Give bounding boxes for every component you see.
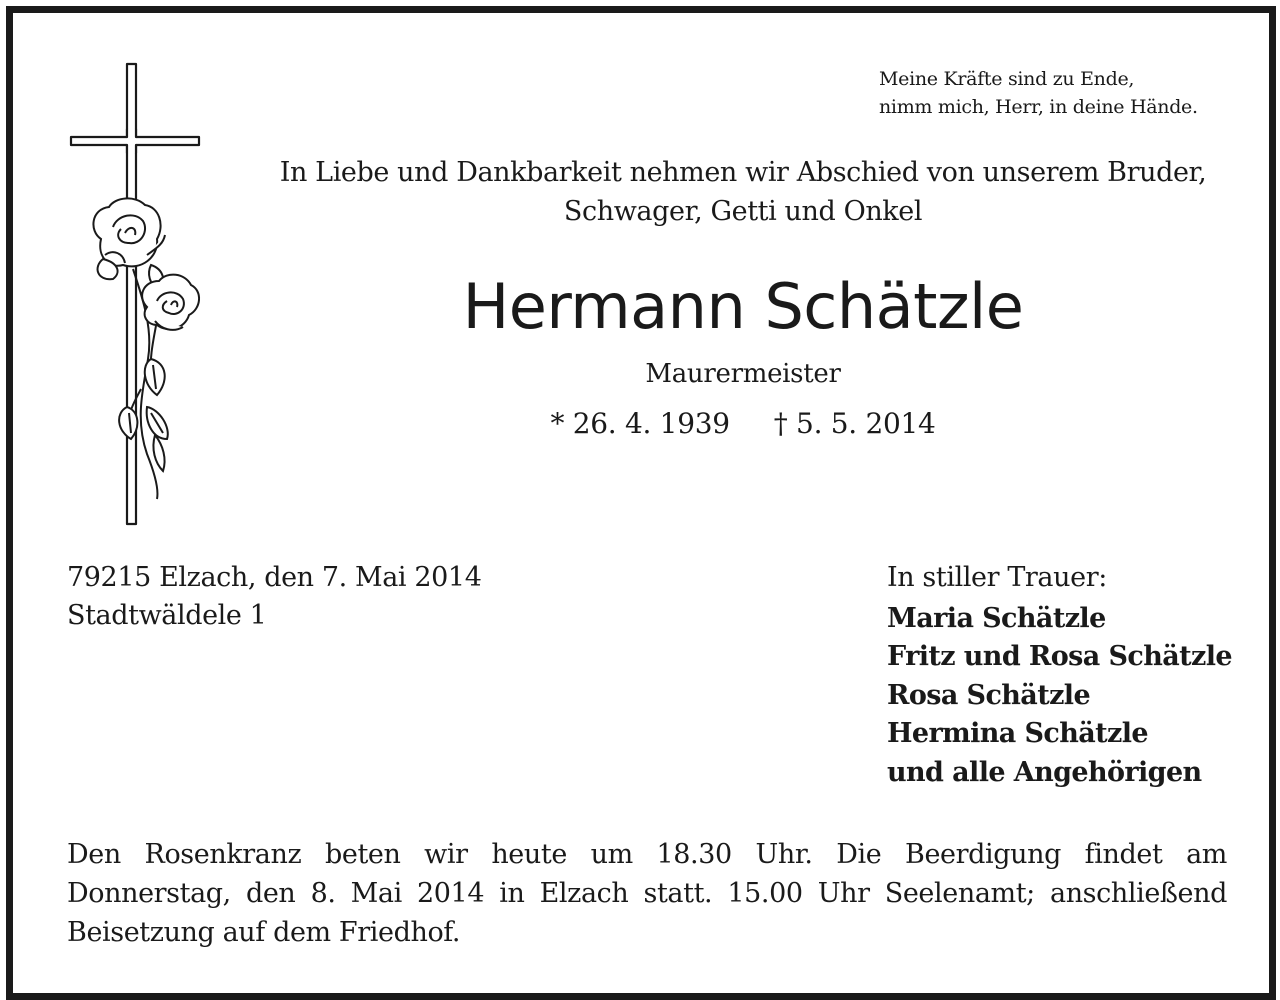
intro-text [243,153,1243,231]
birth-date: * 26. 4. 1939 [550,407,730,440]
deceased-name: Hermann Schätzle [462,270,1024,343]
mourner-name: und alle Angehörigen [887,756,1202,788]
address-block [67,559,481,635]
street-address: Stadtwäldele 1 [67,600,267,631]
funeral-notice: Den Rosenkranz beten wir heute um 18.30 Uhr. Die Beerdigung findet am Donnerstag, den 8. Mai 2014 in Elzach statt. 15.00 Uhr Seelenamt; anschließend Beisetzung auf dem Friedhof. [67,839,1227,948]
deceased-profession: Maurermeister [645,359,841,389]
motto-quote [879,65,1198,121]
life-dates [243,404,1243,444]
mourner-name: Hermina Schätzle [887,718,1148,749]
mourner-name: Fritz und Rosa Schätzle [887,641,1232,672]
mourners-block [887,559,1232,792]
motto-line-2: nimm mich, Herr, in deine Hände. [879,96,1198,118]
intro-line-1: In Liebe und Dankbarkeit nehmen wir Abschied von unserem Bruder, [279,157,1207,188]
cross-with-roses-icon [63,59,213,529]
motto-line-1: Meine Kräfte sind zu Ende, [879,68,1135,90]
mourner-name: Rosa Schätzle [887,679,1091,711]
obituary-frame [6,6,1276,1000]
death-date: † 5. 5. 2014 [773,407,936,440]
intro-line-2: Schwager, Getti und Onkel [563,196,923,227]
place-and-date: 79215 Elzach, den 7. Mai 2014 [67,562,482,593]
mourners-heading: In stiller Trauer: [887,562,1107,593]
mourner-name: Maria Schätzle [887,602,1106,634]
